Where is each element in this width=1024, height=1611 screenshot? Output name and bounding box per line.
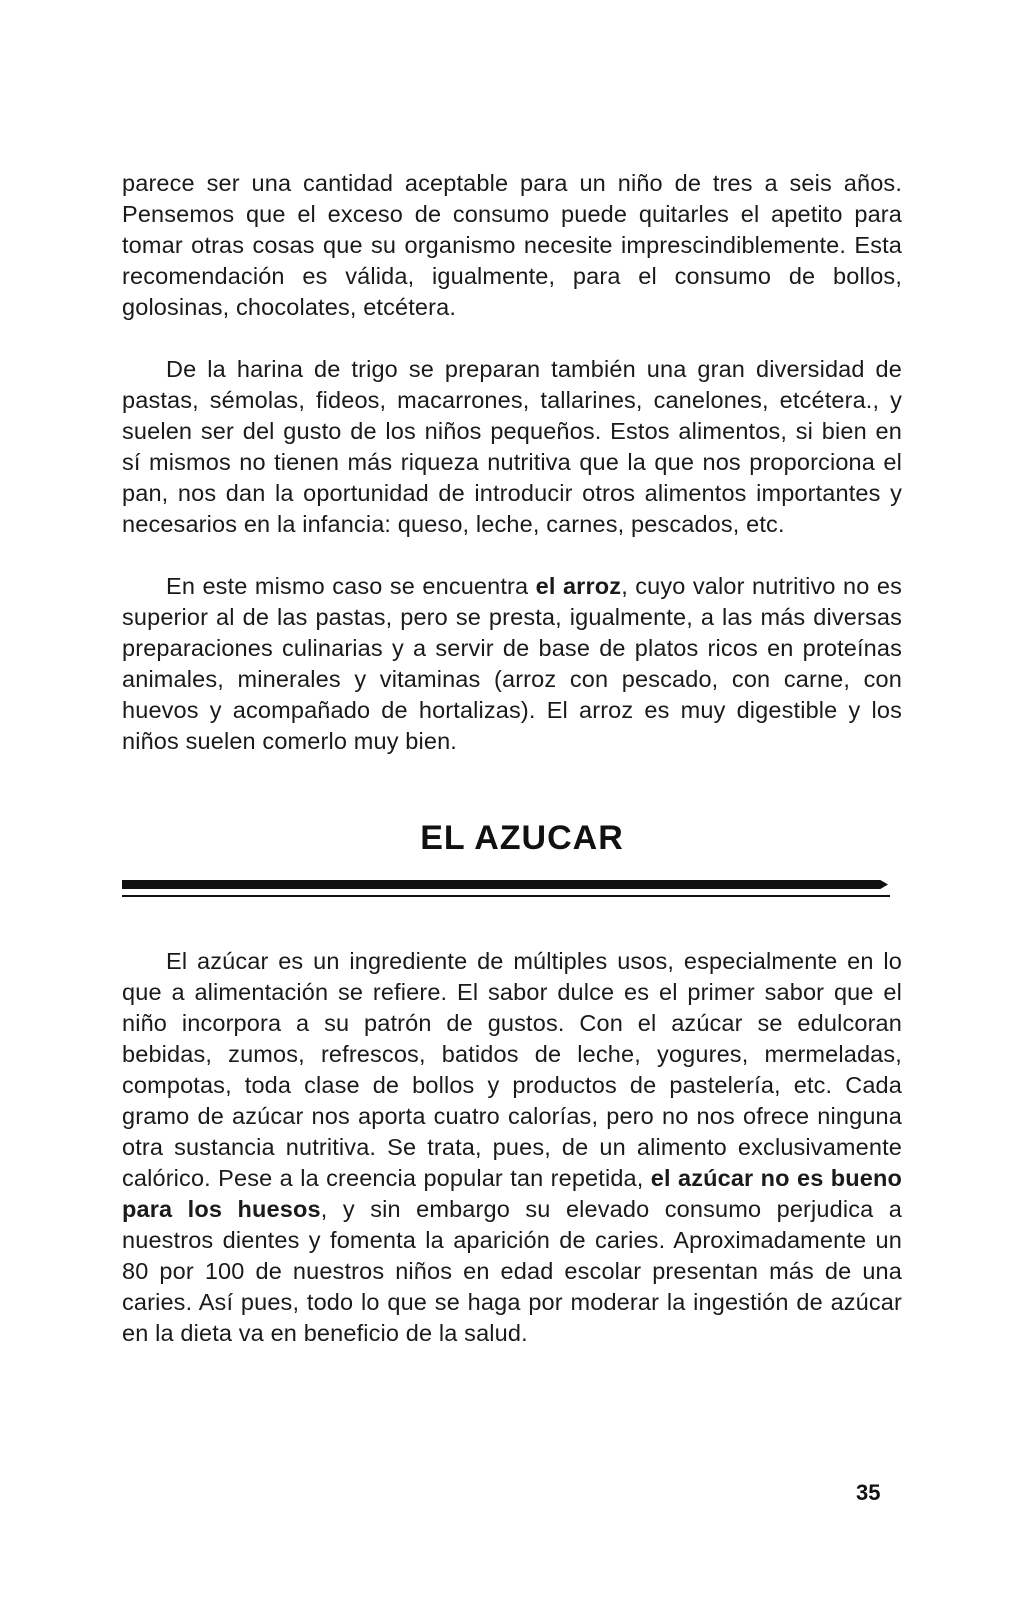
- rice-bold-term: el arroz: [535, 573, 622, 599]
- page-number: 35: [856, 1480, 881, 1505]
- sugar-text-start: El azúcar es un ingrediente de múltiples usos, especialmente en lo que a alimentación se refiere. El sabor dulce es el primer sabor que el niño incorpora a su patrón de gustos. Con el azúcar se edulcoran bebidas, zumos, refrescos, batidos de leche, yogures, mermeladas, compotas, toda clase de bollos y productos de pastelería, etc. Cada gramo de azúcar nos aporta cuatro calorías, pero no nos ofrece ninguna otra sustancia nutritiva. Se trata, pues, de un alimento exclusivamente calórico. Pese a la creencia popular tan repetida,: [122, 948, 902, 1191]
- section-divider: [122, 880, 902, 900]
- rice-text-start: En este mismo caso se encuentra: [166, 573, 536, 599]
- paragraph-sugar: [122, 946, 902, 1349]
- divider-thick-line: [122, 880, 888, 889]
- section-title: EL AZUCAR: [420, 819, 624, 857]
- paragraph-rice: [122, 571, 902, 757]
- rice-text-end: , cuyo valor nutritivo no es superior al de las pastas, pero se presta, igualmente, a las más diversas preparaciones culinarias y a servir de base de platos ricos en proteínas animales, minerales y vitaminas (arroz con pescado, con carne, con huevos y acompañado de hortalizas). El arroz es muy digestible y los niños suelen comerlo muy bien.: [122, 573, 902, 754]
- paragraph-bread-consumption: parece ser una cantidad aceptable para un niño de tres a seis años. Pensemos que el exceso de consumo puede quitarles el apetito para tomar otras cosas que su organismo necesite imprescindiblemente. Esta recomendación es válida, igualmente, para el consumo de bollos, golosinas, chocolates, etcétera.: [122, 170, 902, 320]
- page-body: [122, 160, 902, 1349]
- divider-thin-line: [122, 895, 890, 897]
- paragraph-pasta: De la harina de trigo se preparan también una gran diversidad de pastas, sémolas, fideos, macarrones, tallarines, canelones, etcétera., y suelen ser del gusto de los niños pequeños. Estos alimentos, si bien en sí mismos no tienen más riqueza nutritiva que la que nos proporciona el pan, nos dan la oportunidad de introducir otros alimentos importantes y necesarios en la infancia: queso, leche, carnes, pescados, etc.: [122, 356, 902, 537]
- sugar-text-end: , y sin embargo su elevado consumo perjudica a nuestros dientes y fomenta la aparición de caries. Aproximadamente un 80 por 100 de nuestros niños en edad escolar presentan más de una caries. Así pues, todo lo que se haga por moderar la ingestión de azúcar en la dieta va en beneficio de la salud.: [122, 1196, 902, 1346]
- sugar-bold-statement: el azúcar no es bueno para los huesos: [122, 1165, 902, 1222]
